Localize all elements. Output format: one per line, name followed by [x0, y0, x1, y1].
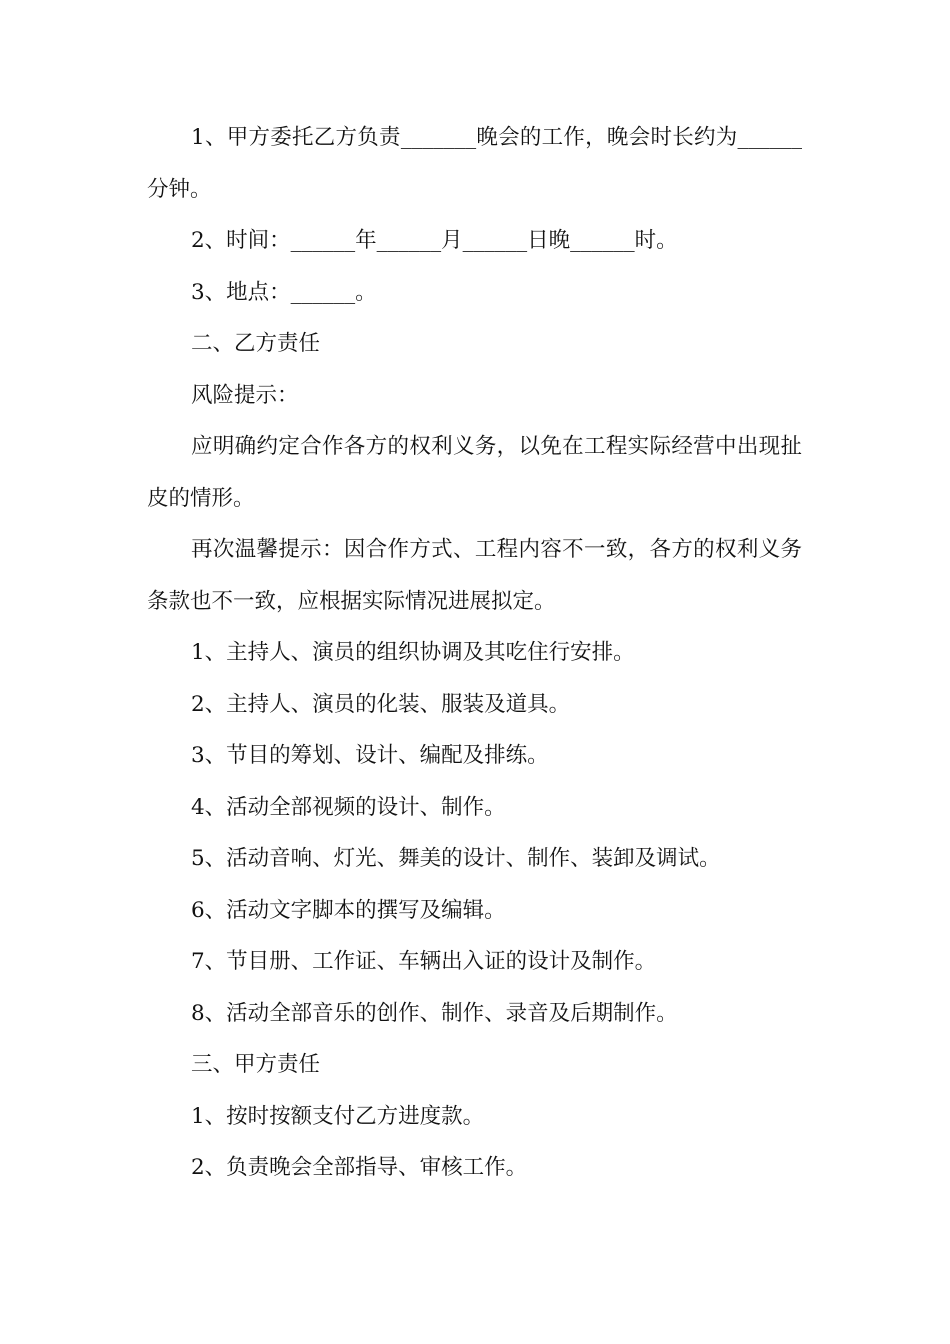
section-heading-party-b: 二、乙方责任 [191, 331, 321, 356]
section-heading-party-a: 三、甲方责任 [191, 1052, 321, 1077]
party-b-item-1: 1、主持人、演员的组织协调及其吃住行安排。 [191, 640, 635, 665]
party-b-item-2: 2、主持人、演员的化装、服装及道具。 [191, 691, 571, 717]
reminder-paragraph: 再次温馨提示：因合作方式、工程内容不一致，各方的权利义务条款也不一致，应根据实际情况进展拟定。 [147, 537, 802, 614]
clause-location-paragraph: 3、地点：______。 [191, 279, 377, 305]
risk-notice-label: 风险提示： [191, 382, 299, 408]
party-b-item-3: 3、节目的筹划、设计、编配及排练。 [191, 743, 549, 768]
clause-entrust-paragraph: 1、甲方委托乙方负责_______晚会的工作，晚会时长约为______分钟。 [147, 125, 802, 202]
party-a-item-2: 2、负责晚会全部指导、审核工作。 [191, 1155, 528, 1180]
party-b-item-6: 6、活动文字脚本的撰写及编辑。 [191, 897, 506, 923]
document-body [147, 112, 802, 1194]
party-b-item-4: 4、活动全部视频的设计、制作。 [191, 794, 506, 820]
party-b-item-7: 7、节目册、工作证、车辆出入证的设计及制作。 [191, 949, 657, 974]
clause-time-paragraph: 2、时间：______年______月______日晚______时。 [191, 228, 678, 253]
risk-notice-paragraph: 应明确约定合作各方的权利义务，以免在工程实际经营中出现扯皮的情形。 [147, 434, 802, 511]
party-a-item-1: 1、按时按额支付乙方进度款。 [191, 1103, 485, 1129]
party-b-item-5: 5、活动音响、灯光、舞美的设计、制作、装卸及调试。 [191, 846, 721, 871]
party-b-item-8: 8、活动全部音乐的创作、制作、录音及后期制作。 [191, 1000, 678, 1026]
